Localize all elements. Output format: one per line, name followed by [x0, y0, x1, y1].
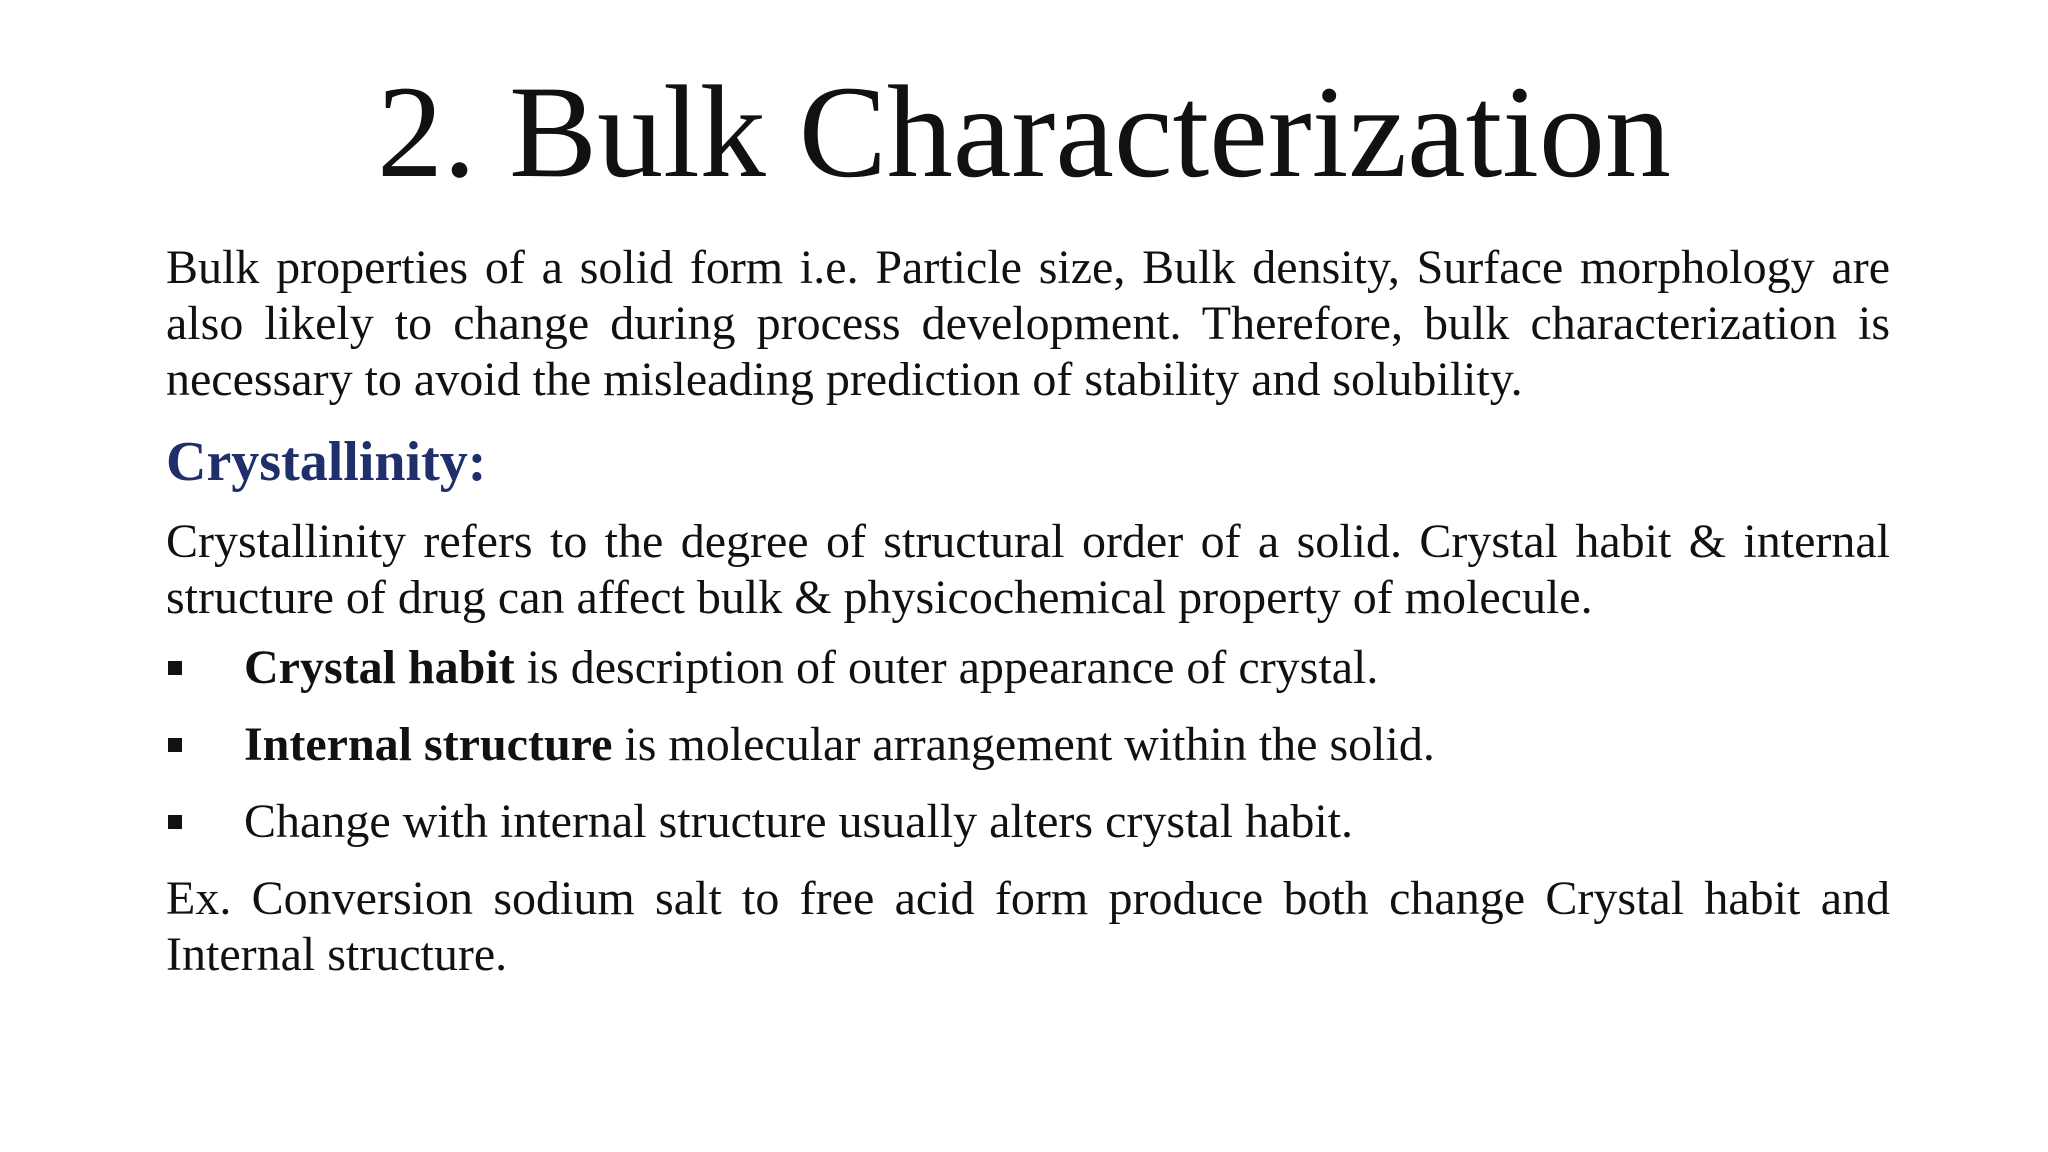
slide-content [166, 240, 1890, 983]
bullet-item [166, 794, 1890, 850]
square-bullet-icon [168, 738, 182, 752]
bullet-text: is description of outer appearance of crystal. [514, 641, 1379, 694]
bullet-text: Change with internal structure usually alters crystal habit. [244, 795, 1354, 848]
example-paragraph: Ex. Conversion sodium salt to free acid form produce both change Crystal habit and Internal structure. [166, 872, 1890, 981]
section-description: Crystallinity refers to the degree of structural order of a solid. Crystal habit & internal structure of drug can affect bulk & physicochemical property of molecule. [166, 515, 1890, 624]
intro-paragraph: Bulk properties of a solid form i.e. Particle size, Bulk density, Surface morphology are also likely to change during process development. Therefore, bulk characterization is necessary to avoid the misleading prediction of stability and solubility. [166, 241, 1890, 406]
square-bullet-icon [168, 815, 182, 829]
bullet-text: is molecular arrangement within the solid. [612, 718, 1435, 771]
bullet-list [166, 640, 1890, 850]
square-bullet-icon [168, 661, 182, 675]
slide-title: 2. Bulk Characterization [377, 58, 1671, 205]
bullet-item [166, 717, 1890, 773]
bullet-term: Crystal habit [244, 641, 515, 694]
section-heading: Crystallinity: [166, 431, 487, 493]
bullet-item [166, 640, 1890, 696]
bullet-term: Internal structure [244, 718, 613, 771]
